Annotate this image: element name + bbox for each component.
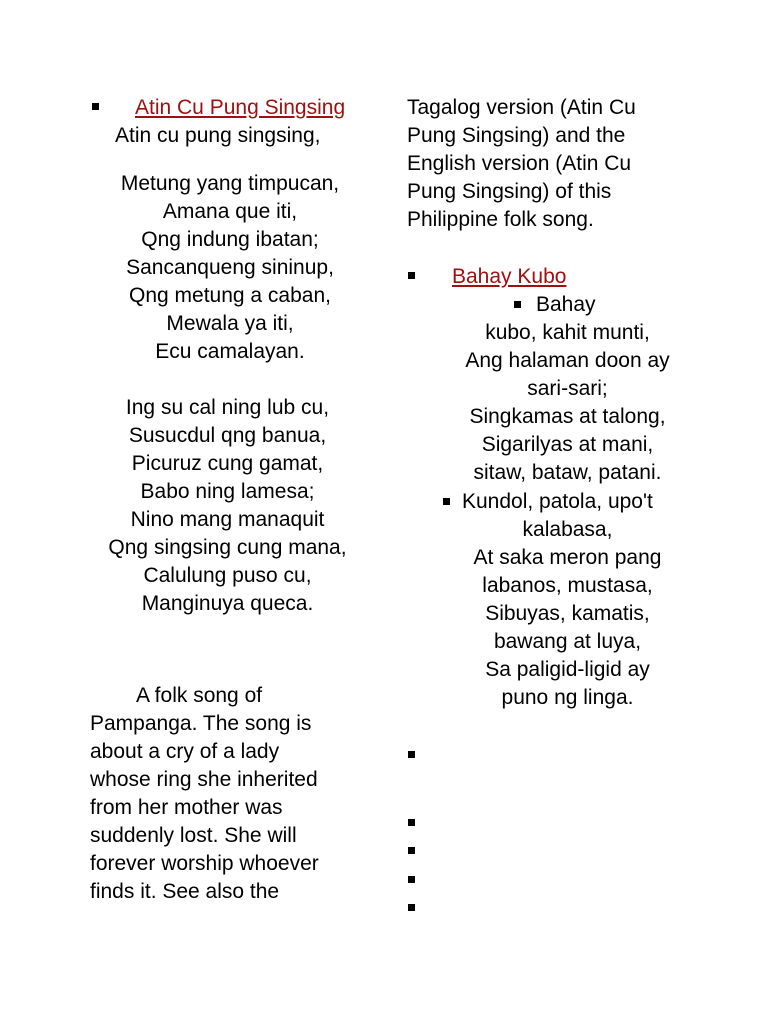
list-bullet: [408, 272, 415, 279]
list-bullet: [92, 103, 99, 110]
song-link-atin-cu-pung-singsing[interactable]: Atin Cu Pung Singsing: [135, 96, 346, 119]
description-line: Tagalog version (Atin Cu: [407, 96, 636, 119]
verse-1-first-line: Bahay: [536, 293, 596, 316]
list-bullet: [408, 751, 415, 758]
lyric-line: Amana que iti,: [162, 200, 298, 223]
stanza-2: [85, 394, 370, 618]
lyric-line: kubo, kahit munti,: [485, 321, 650, 344]
lyric-line: Babo ning lamesa;: [140, 480, 315, 503]
verse-1: [440, 319, 695, 487]
description-line: Pung Singsing) of this: [407, 180, 612, 203]
list-bullet: [443, 498, 450, 505]
description-paragraph: [90, 682, 380, 906]
list-bullet: [408, 904, 415, 911]
description-line: whose ring she inherited: [90, 768, 318, 791]
lyric-line: Manginuya queca.: [141, 592, 314, 615]
first-line: Atin cu pung singsing,: [115, 124, 321, 147]
verse-2: [440, 516, 695, 712]
list-bullet: [408, 876, 415, 883]
lyric-line: Singkamas at talong,: [469, 405, 666, 428]
lyric-line: Metung yang timpucan,: [120, 172, 340, 195]
lyric-line: Qng indung ibatan;: [141, 228, 319, 251]
description-line: Pung Singsing) and the: [407, 124, 626, 147]
lyric-line: Nino mang manaquit: [130, 508, 325, 531]
description-line: Pampanga. The song is: [90, 712, 312, 735]
lyric-line: Ang halaman doon ay: [465, 349, 670, 372]
lyric-line: bawang at luya,: [493, 630, 642, 653]
list-bullet: [514, 301, 521, 308]
continuation-paragraph: [407, 94, 707, 234]
lyric-line: Qng metung a caban,: [129, 284, 331, 307]
lyric-line: Ecu camalayan.: [155, 340, 305, 363]
lyric-line: Sa paligid-ligid ay: [485, 658, 650, 681]
lyric-line: puno ng linga.: [501, 686, 634, 709]
lyric-line: Sibuyas, kamatis,: [485, 602, 650, 625]
song-link-bahay-kubo[interactable]: Bahay Kubo: [452, 265, 567, 288]
description-line: finds it. See also the: [90, 880, 280, 903]
lyric-line: Mewala ya iti,: [166, 312, 294, 335]
list-bullet: [408, 819, 415, 826]
lyric-line: labanos, mustasa,: [482, 574, 653, 597]
description-line: from her mother was: [90, 796, 283, 819]
lyric-line: Calulung puso cu,: [143, 564, 312, 587]
stanza-1: [90, 170, 370, 366]
description-line: suddenly lost. She will: [90, 824, 297, 847]
verse-2-first-line: Kundol, patola, upo't: [462, 490, 653, 513]
lyric-line: Qng singsing cung mana,: [108, 536, 347, 559]
lyric-line: sari-sari;: [527, 377, 608, 400]
description-line: about a cry of a lady: [90, 740, 280, 763]
description-line: forever worship whoever: [90, 852, 319, 875]
description-line: English version (Atin Cu: [407, 152, 632, 175]
lyric-line: At saka meron pang: [473, 546, 662, 569]
lyric-line: sitaw, bataw, patani.: [473, 461, 662, 484]
lyric-line: Ing su cal ning lub cu,: [125, 396, 330, 419]
lyric-line: Susucdul qng banua,: [128, 424, 327, 447]
description-line: Philippine folk song.: [407, 208, 594, 231]
lyric-line: Picuruz cung gamat,: [131, 452, 324, 475]
description-line: A folk song of: [136, 684, 263, 707]
lyric-line: kalabasa,: [522, 518, 613, 541]
list-bullet: [408, 847, 415, 854]
lyric-line: Sigarilyas at mani,: [481, 433, 654, 456]
lyric-line: Sancanqueng sininup,: [126, 256, 334, 279]
